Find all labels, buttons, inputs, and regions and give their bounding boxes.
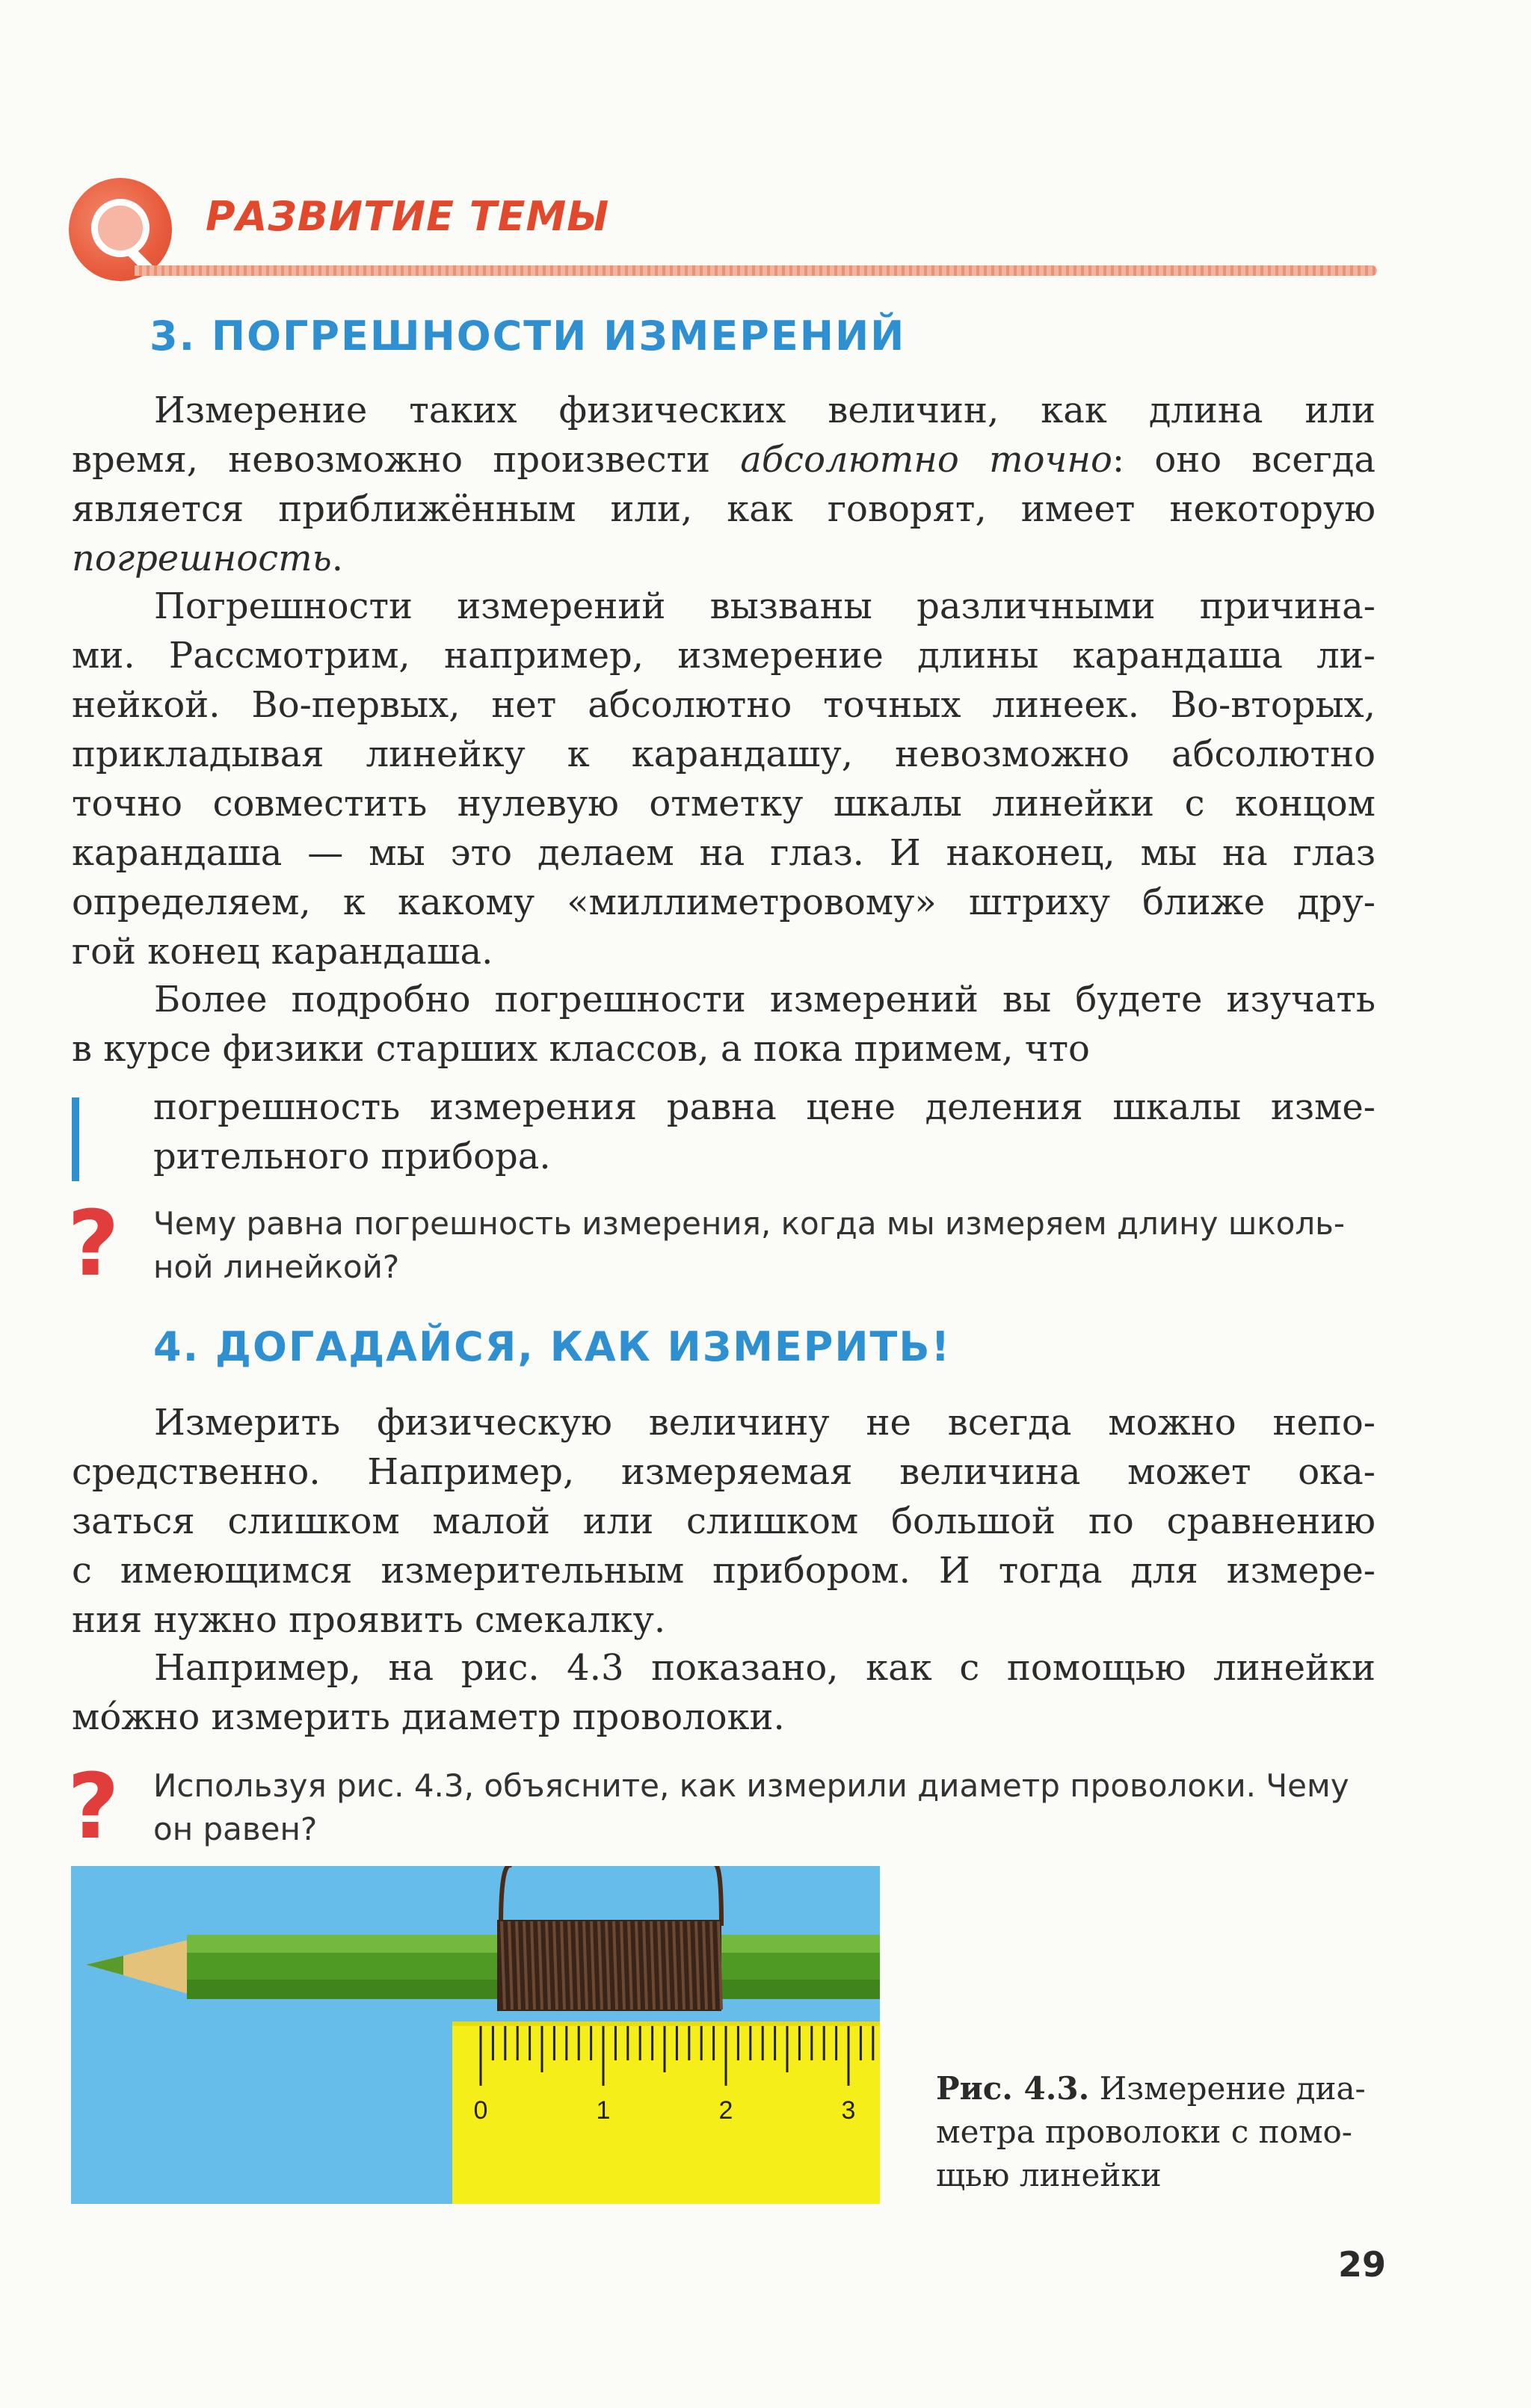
text-line: прикладывая линейку к карандашу, невозможно абсолютно — [72, 733, 1376, 775]
text-line: заться слишком малой или слишком большой по сравнению — [72, 1500, 1376, 1542]
text-line: определяем, к какому «миллиметровому» штриху ближе дру- — [72, 881, 1376, 923]
text-line: погрешность измерения равна цене деления шкалы изме- — [153, 1086, 1376, 1128]
text-line: Более подробно погрешности измерений вы будете изучать — [154, 979, 1376, 1020]
section-4-heading: 4. ДОГАДАЙСЯ, КАК ИЗМЕРИТЬ! — [153, 1323, 952, 1370]
section-4-paragraph-2 — [72, 1643, 1376, 1742]
question-mark-icon: ? — [67, 1192, 120, 1296]
text-line: с имеющимся измерительным прибором. И тогда для измере- — [72, 1550, 1376, 1592]
ruler-label-2: 2 — [718, 2096, 733, 2125]
header-divider — [135, 265, 1377, 276]
text-line: средственно. Например, измеряемая величина может ока- — [72, 1451, 1376, 1493]
text-line: гой конец карандаша. — [72, 931, 493, 973]
text-line: нейкой. Во-первых, нет абсолютно точных линеек. Во-вторых, — [72, 684, 1376, 726]
text-line: время, невозможно произвести абсолютно точно: оно всегда — [72, 439, 1376, 481]
figure-pencil-wire-ruler — [71, 1866, 880, 2204]
pencil-wire-ruler-illustration — [71, 1866, 880, 2204]
question-2: Используя рис. 4.3, объясните, как измерили диаметр проволоки. Чему он равен? — [153, 1767, 1349, 1847]
ruler-label-0: 0 — [473, 2096, 488, 2125]
text-line: ния нужно проявить смекалку. — [72, 1599, 666, 1641]
text-line: Измерение таких физических величин, как длина или — [154, 389, 1376, 431]
section-3-heading: 3. ПОГРЕШНОСТИ ИЗМЕРЕНИЙ — [150, 312, 906, 360]
question-1: Чему равна погрешность измерения, когда мы измеряем длину школь- ной линейкой? — [153, 1205, 1346, 1285]
text-line: точно совместить нулевую отметку шкалы линейки с концом — [72, 783, 1376, 825]
text-line: Например, на рис. 4.3 показано, как с помощью линейки — [154, 1647, 1376, 1689]
ruler-label-1: 1 — [596, 2096, 611, 2125]
text-line: карандаша — мы это делаем на глаз. И наконец, мы на глаз — [72, 832, 1376, 874]
section-3-paragraph-2 — [72, 582, 1376, 976]
text-line: погрешность. — [72, 538, 343, 579]
text-line: Измерить физическую величину не всегда можно непо- — [154, 1402, 1376, 1444]
section-3-paragraph-1 — [72, 386, 1376, 583]
section-3-paragraph-3 — [72, 975, 1376, 1074]
text-line: Погрешности измерений вызваны различными причина- — [154, 585, 1376, 627]
ruler-label-3: 3 — [841, 2096, 856, 2125]
rule-statement — [153, 1083, 1376, 1181]
section-banner-title: РАЗВИТИЕ ТЕМЫ — [206, 193, 610, 240]
text-line: мóжно измерить диаметр проволоки. — [72, 1696, 785, 1738]
text-line: в курсе физики старших классов, а пока примем, что — [72, 1028, 1090, 1070]
text-line: является приближённым или, как говорят, имеет некоторую — [72, 488, 1376, 530]
rule-marker-bar — [72, 1097, 79, 1181]
section-4-paragraph-1 — [72, 1398, 1376, 1645]
question-mark-icon: ? — [67, 1755, 120, 1859]
page-number: 29 — [1338, 2244, 1387, 2285]
text-line: рительного прибора. — [153, 1136, 551, 1177]
figure-caption: Рис. 4.3. Измерение диа- метра проволоки с помо- щью линейки — [936, 2070, 1366, 2193]
text-line: ми. Рассмотрим, например, измерение длины карандаша ли- — [72, 635, 1376, 677]
